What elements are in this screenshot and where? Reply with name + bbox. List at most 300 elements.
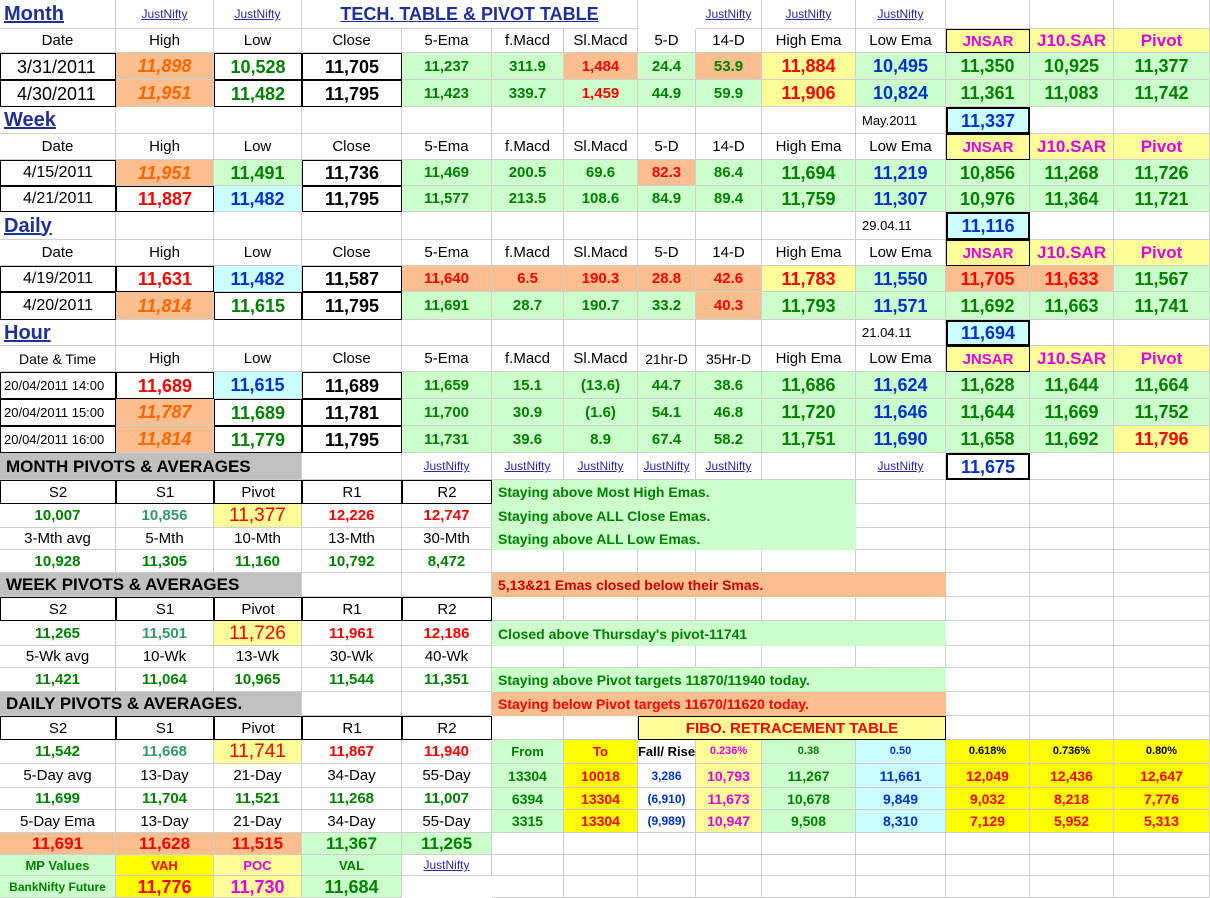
empty-cell — [696, 597, 762, 621]
empty-cell — [1030, 453, 1114, 480]
empty-cell — [492, 107, 564, 134]
empty-cell — [946, 833, 1030, 855]
hdr-date: Date — [0, 240, 116, 266]
value-pivot: 11,741 — [1114, 292, 1210, 320]
hdr-jnsar: JNSAR — [946, 346, 1030, 372]
pivots-title: WEEK PIVOTS & AVERAGES — [0, 573, 302, 597]
avg-value: 10,792 — [302, 550, 402, 573]
empty-cell — [946, 480, 1030, 504]
empty-cell — [302, 107, 402, 134]
value-d5: 44.7 — [638, 372, 696, 399]
mp-poc-label: POC — [214, 855, 302, 876]
value-j10sar: 11,692 — [1030, 426, 1114, 453]
empty-cell — [492, 212, 564, 240]
value-high: 11,887 — [116, 186, 214, 212]
empty-cell — [856, 597, 946, 621]
empty-cell — [1030, 212, 1114, 240]
empty-cell — [1030, 550, 1114, 573]
value-fmacd: 28.7 — [492, 292, 564, 320]
pivot-label: S2 — [0, 480, 116, 504]
hour-jnsar-value: 11,675 — [946, 453, 1030, 480]
avg-value: 11,699 — [0, 788, 116, 810]
fibo-value: 3315 — [492, 810, 564, 833]
section-title-hour: Hour — [0, 320, 116, 346]
avg-label: 55-Day — [402, 764, 492, 788]
empty-cell — [856, 528, 946, 550]
hdr-jnsar: JNSAR — [946, 240, 1030, 266]
empty-cell — [946, 716, 1030, 740]
hdr-close: Close — [302, 240, 402, 266]
section-title-week: Week — [0, 107, 116, 134]
value-j10sar: 11,364 — [1030, 186, 1114, 212]
fibo-value: 5,313 — [1114, 810, 1210, 833]
empty-cell — [696, 855, 762, 876]
pivot-label: R1 — [302, 716, 402, 740]
avg-label: 34-Day — [302, 764, 402, 788]
value-slmacd: 1,484 — [564, 53, 638, 80]
empty-cell — [638, 597, 696, 621]
value-slmacd: 1,459 — [564, 80, 638, 107]
empty-cell — [946, 668, 1030, 692]
value-high: 11,631 — [116, 266, 214, 292]
commentary-note: Staying above Pivot targets 11870/11940 today. — [492, 668, 946, 692]
empty-cell — [564, 550, 638, 573]
mp-vah-label: VAH — [116, 855, 214, 876]
hdr-date: Date — [0, 29, 116, 53]
value-d14: 40.3 — [696, 292, 762, 320]
avg-label: 10-Wk — [116, 646, 214, 668]
fibo-header: Fall/ Rise — [638, 740, 696, 764]
value-high: 11,787 — [116, 399, 214, 426]
value-j10sar: 10,925 — [1030, 53, 1114, 80]
empty-cell — [1030, 528, 1114, 550]
empty-cell — [1030, 107, 1114, 134]
value-low: 11,482 — [214, 266, 302, 292]
fibo-value: 12,647 — [1114, 764, 1210, 788]
empty-cell — [1114, 480, 1210, 504]
pivot-value: 10,007 — [0, 504, 116, 528]
justnifty-link[interactable]: JustNifty — [564, 453, 638, 480]
empty-cell — [762, 876, 856, 898]
empty-cell — [1030, 692, 1114, 716]
empty-cell — [638, 833, 696, 855]
hdr-slmacd: Sl.Macd — [564, 134, 638, 160]
section-title-month: Month — [0, 0, 116, 29]
empty-cell — [1114, 528, 1210, 550]
empty-cell — [638, 212, 696, 240]
fibo-header: To — [564, 740, 638, 764]
value-low-ema: 11,646 — [856, 399, 946, 426]
hdr-high: High — [116, 29, 214, 53]
pivot-value: 11,867 — [302, 740, 402, 764]
empty-cell — [762, 453, 856, 480]
pivot-value: 12,747 — [402, 504, 492, 528]
avg-label: 5-Day avg — [0, 764, 116, 788]
empty-cell — [1030, 573, 1114, 597]
empty-cell — [564, 597, 638, 621]
fibo-value: (6,910) — [638, 788, 696, 810]
value-fmacd: 200.5 — [492, 160, 564, 186]
value-pivot: 11,377 — [1114, 53, 1210, 80]
value-low: 11,491 — [214, 160, 302, 186]
value-high-ema: 11,751 — [762, 426, 856, 453]
value-fmacd: 15.1 — [492, 372, 564, 399]
pivot-value: 11,726 — [214, 621, 302, 646]
hdr-slmacd: Sl.Macd — [564, 346, 638, 372]
empty-cell — [116, 212, 214, 240]
value-j10sar: 11,644 — [1030, 372, 1114, 399]
pivot-label: S1 — [116, 597, 214, 621]
justnifty-link[interactable]: JustNifty — [402, 453, 492, 480]
justnifty-link[interactable]: JustNifty — [696, 0, 762, 29]
avg-value: 11,351 — [402, 668, 492, 692]
empty-cell — [214, 212, 302, 240]
hdr-j10sar: J10.SAR — [1030, 29, 1114, 53]
value-jnsar: 11,628 — [946, 372, 1030, 399]
pivot-label: R1 — [302, 480, 402, 504]
hdr-j10sar: J10.SAR — [1030, 240, 1114, 266]
value-d5: 82.3 — [638, 160, 696, 186]
fibo-header: 0.80% — [1114, 740, 1210, 764]
value-j10sar: 11,633 — [1030, 266, 1114, 292]
value-ema5: 11,640 — [402, 266, 492, 292]
value-jnsar: 11,361 — [946, 80, 1030, 107]
pivot-value: 11,377 — [214, 504, 302, 528]
value-ema5: 11,423 — [402, 80, 492, 107]
value-pivot: 11,752 — [1114, 399, 1210, 426]
value-high-ema: 11,884 — [762, 53, 856, 80]
empty-cell — [762, 212, 856, 240]
empty-cell — [946, 646, 1030, 668]
jnsar-next-value: 11,116 — [946, 212, 1030, 240]
empty-cell — [1114, 550, 1210, 573]
empty-cell — [638, 550, 696, 573]
empty-cell — [696, 107, 762, 134]
justnifty-link[interactable]: JustNifty — [402, 855, 492, 876]
value-d5: 33.2 — [638, 292, 696, 320]
hdr-d14: 14-D — [696, 29, 762, 53]
hdr-slmacd: Sl.Macd — [564, 240, 638, 266]
hdr-close: Close — [302, 134, 402, 160]
pivot-value: 11,542 — [0, 740, 116, 764]
avg-label: 21-Day — [214, 764, 302, 788]
mp-poc: 11,730 — [214, 876, 302, 898]
empty-cell — [214, 320, 302, 346]
value-close: 11,587 — [302, 266, 402, 292]
commentary-note: Closed above Thursday's pivot-11741 — [492, 621, 946, 646]
empty-cell — [1114, 833, 1210, 855]
hdr-high: High — [116, 134, 214, 160]
empty-cell — [492, 833, 564, 855]
hdr-low: Low — [214, 346, 302, 372]
fibo-value: 10,947 — [696, 810, 762, 833]
empty-cell — [214, 107, 302, 134]
empty-cell — [1114, 855, 1210, 876]
fibo-value: 7,776 — [1114, 788, 1210, 810]
hdr-date: Date & Time — [0, 346, 116, 372]
fibo-header: 0.236% — [696, 740, 762, 764]
hdr-j10sar: J10.SAR — [1030, 134, 1114, 160]
empty-cell — [946, 597, 1030, 621]
fibo-value: 12,436 — [1030, 764, 1114, 788]
empty-cell — [946, 528, 1030, 550]
empty-cell — [696, 876, 762, 898]
value-fmacd: 339.7 — [492, 80, 564, 107]
empty-cell — [492, 597, 564, 621]
pivot-label: S2 — [0, 716, 116, 740]
empty-cell — [492, 550, 564, 573]
value-ema5: 11,577 — [402, 186, 492, 212]
value-close: 11,795 — [302, 426, 402, 453]
value-d14: 59.9 — [696, 80, 762, 107]
value-high-ema: 11,759 — [762, 186, 856, 212]
value-date: 3/31/2011 — [0, 53, 116, 80]
avg-label: 30-Wk — [302, 646, 402, 668]
hdr-d14: 14-D — [696, 240, 762, 266]
fibo-value: 10,793 — [696, 764, 762, 788]
value-fmacd: 6.5 — [492, 266, 564, 292]
empty-cell — [946, 621, 1030, 646]
value-close: 11,795 — [302, 292, 402, 320]
justnifty-link[interactable]: JustNifty — [214, 0, 302, 29]
hdr-d5: 5-D — [638, 240, 696, 266]
value-high: 11,814 — [116, 292, 214, 320]
empty-cell — [1114, 0, 1210, 29]
empty-cell — [1030, 0, 1114, 29]
hdr-5ema: 5-Ema — [402, 346, 492, 372]
value-high-ema: 11,793 — [762, 292, 856, 320]
value-j10sar: 11,663 — [1030, 292, 1114, 320]
justnifty-link[interactable]: JustNifty — [762, 0, 856, 29]
empty-cell — [492, 716, 564, 740]
pivot-label: Pivot — [214, 716, 302, 740]
value-d14: 38.6 — [696, 372, 762, 399]
pivot-label: R2 — [402, 480, 492, 504]
avg-label: 13-Wk — [214, 646, 302, 668]
jnsar-label: 21.04.11 — [856, 320, 946, 346]
empty-cell — [856, 550, 946, 573]
value-date: 4/15/2011 — [0, 160, 116, 186]
value-pivot: 11,664 — [1114, 372, 1210, 399]
empty-cell — [564, 833, 638, 855]
value-pivot: 11,567 — [1114, 266, 1210, 292]
empty-cell — [492, 876, 564, 898]
value-low-ema: 10,495 — [856, 53, 946, 80]
value-low: 10,528 — [214, 53, 302, 80]
pivot-value: 11,265 — [0, 621, 116, 646]
empty-cell — [564, 716, 638, 740]
empty-cell — [1114, 573, 1210, 597]
hdr-high-ema: High Ema — [762, 346, 856, 372]
value-low-ema: 10,824 — [856, 80, 946, 107]
value-pivot: 11,742 — [1114, 80, 1210, 107]
value-ema5: 11,659 — [402, 372, 492, 399]
avg-value: 11,305 — [116, 550, 214, 573]
empty-cell — [1114, 716, 1210, 740]
fibo-value: 8,218 — [1030, 788, 1114, 810]
fibo-value: 9,508 — [762, 810, 856, 833]
value-high-ema: 11,783 — [762, 266, 856, 292]
empty-cell — [116, 107, 214, 134]
hdr-low: Low — [214, 240, 302, 266]
empty-cell — [564, 107, 638, 134]
hdr-fmacd: f.Macd — [492, 346, 564, 372]
empty-cell — [1114, 107, 1210, 134]
justnifty-link[interactable]: JustNifty — [638, 453, 696, 480]
jnsar-next-value: 11,337 — [946, 107, 1030, 134]
empty-cell — [638, 107, 696, 134]
justnifty-link[interactable]: JustNifty — [856, 453, 946, 480]
avg-label: 3-Mth avg — [0, 528, 116, 550]
pivot-value: 11,501 — [116, 621, 214, 646]
value-low: 11,482 — [214, 80, 302, 107]
value-d5: 84.9 — [638, 186, 696, 212]
commentary-note: Staying above ALL Close Emas. — [492, 504, 856, 528]
hdr-low-ema: Low Ema — [856, 134, 946, 160]
empty-cell — [946, 504, 1030, 528]
avg-value: 11,704 — [116, 788, 214, 810]
hdr-low-ema: Low Ema — [856, 346, 946, 372]
fibo-value: 12,049 — [946, 764, 1030, 788]
pivot-value: 10,856 — [116, 504, 214, 528]
commentary-note: Staying above Most High Emas. — [492, 480, 856, 504]
justnifty-link[interactable]: JustNifty — [856, 0, 946, 29]
value-low-ema: 11,571 — [856, 292, 946, 320]
value-low: 11,779 — [214, 426, 302, 453]
empty-cell — [402, 107, 492, 134]
empty-cell — [1114, 668, 1210, 692]
avg-label: 5-Wk avg — [0, 646, 116, 668]
value-fmacd: 213.5 — [492, 186, 564, 212]
value-pivot: 11,796 — [1114, 426, 1210, 453]
justnifty-link[interactable]: JustNifty — [116, 0, 214, 29]
value-close: 11,795 — [302, 80, 402, 107]
avg-value: 11,160 — [214, 550, 302, 573]
value-high: 11,898 — [116, 53, 214, 80]
empty-cell — [946, 550, 1030, 573]
fibo-value: 13304 — [564, 810, 638, 833]
value-d5: 28.8 — [638, 266, 696, 292]
mp-label: MP Values — [0, 855, 116, 876]
value-high-ema: 11,686 — [762, 372, 856, 399]
value-jnsar: 11,658 — [946, 426, 1030, 453]
hdr-low-ema: Low Ema — [856, 240, 946, 266]
jnsar-label: 29.04.11 — [856, 212, 946, 240]
hdr-slmacd: Sl.Macd — [564, 29, 638, 53]
empty-cell — [1114, 504, 1210, 528]
empty-cell — [638, 320, 696, 346]
hdr-high: High — [116, 240, 214, 266]
empty-cell — [1030, 716, 1114, 740]
empty-cell — [1030, 621, 1114, 646]
value-low: 11,482 — [214, 186, 302, 212]
justnifty-link[interactable]: JustNifty — [492, 453, 564, 480]
value-ema5: 11,469 — [402, 160, 492, 186]
value-close: 11,795 — [302, 186, 402, 212]
commentary-note: Staying below Pivot targets 11670/11620 today. — [492, 692, 946, 716]
value-high: 11,951 — [116, 160, 214, 186]
value-close: 11,705 — [302, 53, 402, 80]
fibo-value: 11,673 — [696, 788, 762, 810]
value-d14: 89.4 — [696, 186, 762, 212]
value-jnsar: 10,856 — [946, 160, 1030, 186]
avg-label: 5-Mth — [116, 528, 214, 550]
page-title: TECH. TABLE & PIVOT TABLE — [302, 0, 638, 29]
value-jnsar: 11,350 — [946, 53, 1030, 80]
pivot-value: 11,668 — [116, 740, 214, 764]
value-slmacd: (1.6) — [564, 399, 638, 426]
fibo-header: 0.736% — [1030, 740, 1114, 764]
pivots-title: MONTH PIVOTS & AVERAGES — [0, 453, 302, 480]
jnsar-label: May.2011 — [856, 107, 946, 134]
fibo-value: 13304 — [564, 788, 638, 810]
avg-label: 30-Mth — [402, 528, 492, 550]
empty-cell — [564, 212, 638, 240]
empty-cell — [492, 646, 564, 668]
fibo-value: 10,678 — [762, 788, 856, 810]
fibo-value: 11,661 — [856, 764, 946, 788]
value-low: 11,689 — [214, 399, 302, 426]
value-j10sar: 11,083 — [1030, 80, 1114, 107]
fibo-value: 8,310 — [856, 810, 946, 833]
fibo-title: FIBO. RETRACEMENT TABLE — [638, 716, 946, 740]
avg-label: 13-Day — [116, 764, 214, 788]
empty-cell — [1114, 621, 1210, 646]
empty-cell — [302, 692, 402, 716]
commentary-note: 5,13&21 Emas closed below their Smas. — [492, 573, 946, 597]
pivot-value: 12,186 — [402, 621, 492, 646]
value-slmacd: 190.3 — [564, 266, 638, 292]
fibo-value: 3,286 — [638, 764, 696, 788]
empty-cell — [946, 0, 1030, 29]
fibo-value: 9,849 — [856, 788, 946, 810]
empty-cell — [1030, 833, 1114, 855]
empty-cell — [302, 320, 402, 346]
pivot-label: R1 — [302, 597, 402, 621]
value-slmacd: 190.7 — [564, 292, 638, 320]
empty-cell — [564, 320, 638, 346]
value-pivot: 11,726 — [1114, 160, 1210, 186]
hdr-d5: 21hr-D — [638, 346, 696, 372]
empty-cell — [856, 480, 946, 504]
value-ema5: 11,237 — [402, 53, 492, 80]
empty-cell — [1114, 453, 1210, 480]
pivots-title: DAILY PIVOTS & AVERAGES. — [0, 692, 302, 716]
fibo-value: 6394 — [492, 788, 564, 810]
empty-cell — [1114, 646, 1210, 668]
value-low: 11,615 — [214, 372, 302, 399]
empty-cell — [1114, 212, 1210, 240]
hdr-fmacd: f.Macd — [492, 134, 564, 160]
hdr-pivot: Pivot — [1114, 240, 1210, 266]
avg-label: 40-Wk — [402, 646, 492, 668]
fibo-value: 7,129 — [946, 810, 1030, 833]
hdr-date: Date — [0, 134, 116, 160]
value-slmacd: 8.9 — [564, 426, 638, 453]
empty-cell — [1030, 855, 1114, 876]
justnifty-link[interactable]: JustNifty — [696, 453, 762, 480]
commentary-note: Staying above ALL Low Emas. — [492, 528, 856, 550]
ema-value: 11,628 — [116, 833, 214, 855]
value-high: 11,689 — [116, 372, 214, 399]
fibo-value: 10018 — [564, 764, 638, 788]
empty-cell — [762, 320, 856, 346]
value-d5: 54.1 — [638, 399, 696, 426]
value-slmacd: 108.6 — [564, 186, 638, 212]
fibo-value: 13304 — [492, 764, 564, 788]
empty-cell — [302, 573, 402, 597]
empty-cell — [762, 855, 856, 876]
